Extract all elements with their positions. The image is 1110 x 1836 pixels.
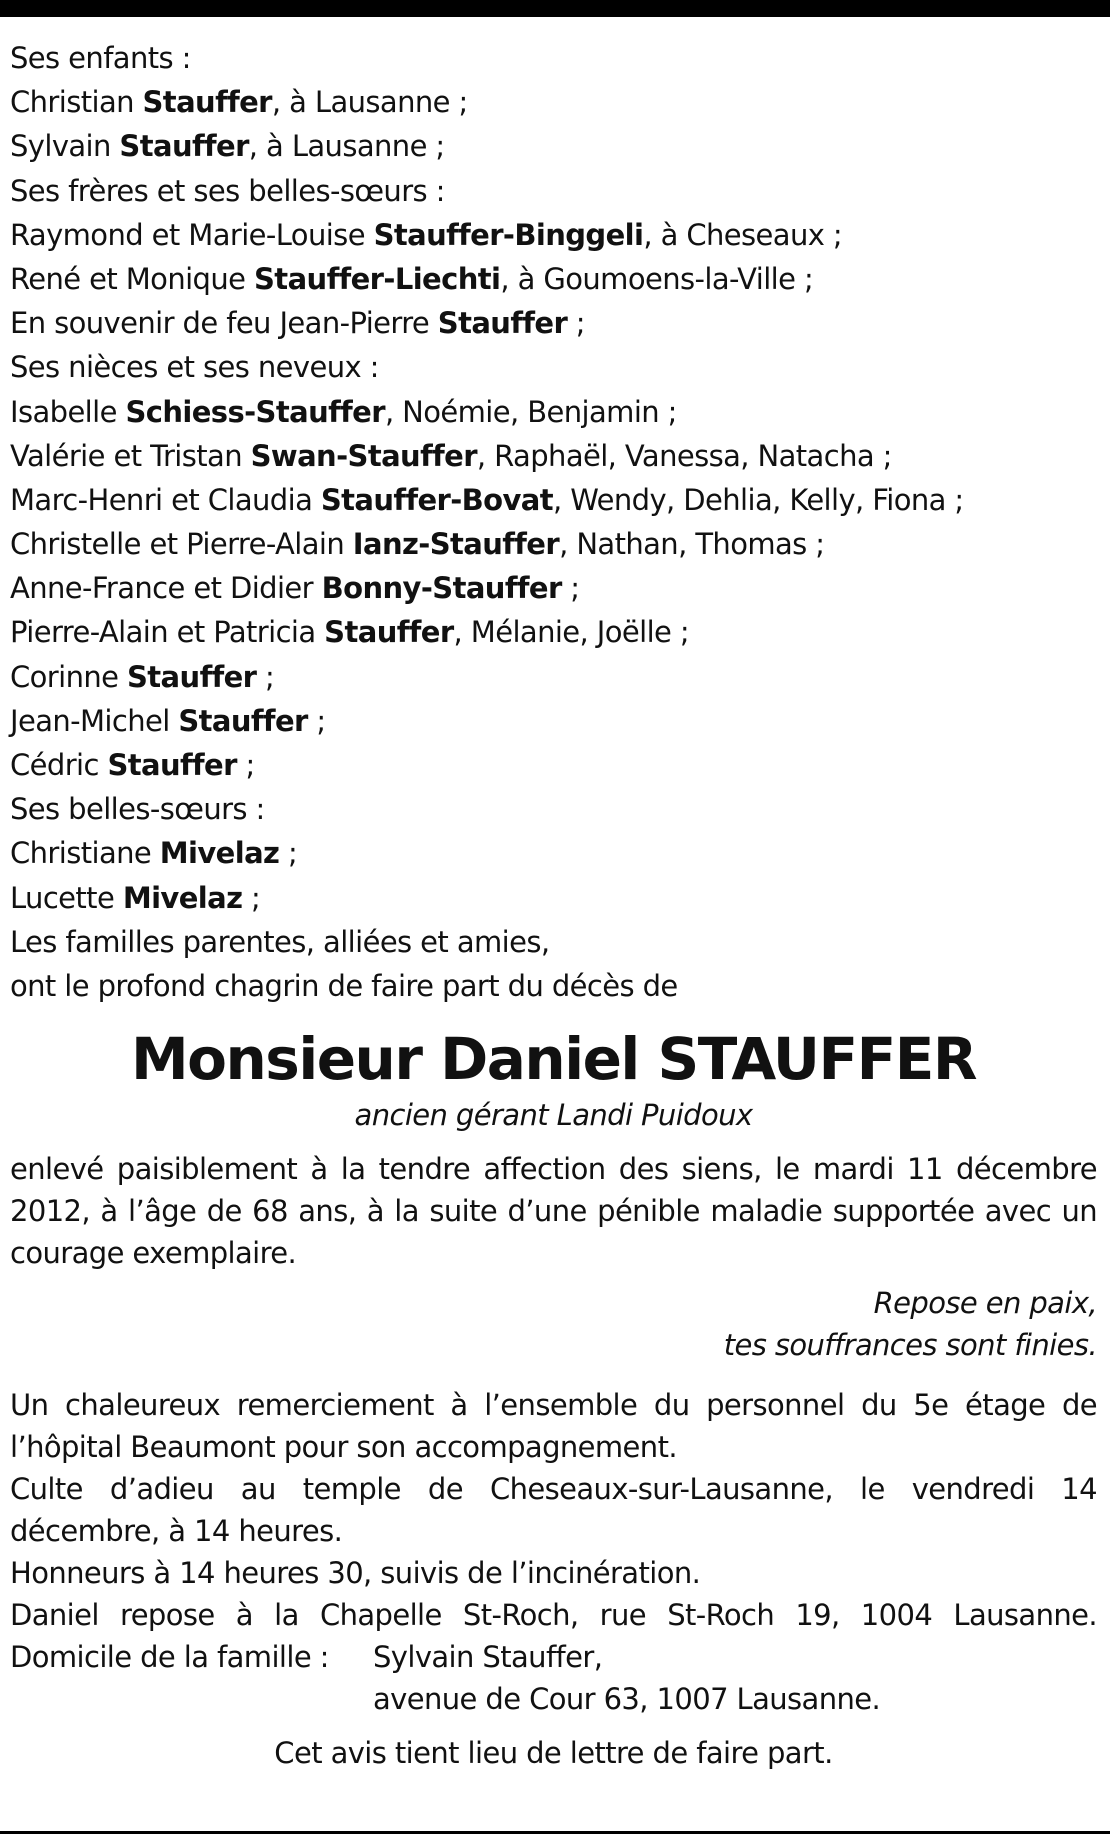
family-text: Ses nièces et ses neveux : bbox=[10, 350, 379, 385]
family-text: Christiane bbox=[10, 836, 160, 871]
family-text: Cédric bbox=[10, 748, 108, 782]
family-surname: Stauffer bbox=[142, 85, 272, 120]
rest-line: Daniel repose à la Chapelle St-Roch, rue St-Roch 19, 1004 Lausanne. bbox=[10, 1598, 1097, 1633]
family-text: Raymond et Marie-Louise bbox=[10, 217, 374, 252]
family-text: ; bbox=[567, 306, 585, 341]
family-text: ; bbox=[307, 703, 326, 738]
family-surname: Stauffer bbox=[107, 748, 237, 782]
announcement-paragraph: enlevé paisiblement à la tendre affection des siens, le mardi 11 décembre 2012, à l’âge de 68 ans, à la suite d’une pénible maladie supportée avec un courage exemplaire. bbox=[10, 1152, 1097, 1271]
obituary-notice bbox=[10, 36, 1097, 1774]
family-text: Pierre-Alain et Patricia bbox=[10, 615, 325, 650]
family-line bbox=[10, 831, 1097, 875]
family-line bbox=[10, 478, 1097, 522]
family-text: , Raphaël, Vanessa, Natacha ; bbox=[476, 438, 892, 473]
family-surname: Stauffer-Bovat bbox=[320, 482, 554, 517]
domicile-line-2: avenue de Cour 63, 1007 Lausanne. bbox=[373, 1682, 881, 1717]
family-text: , à Goumoens-la-Ville ; bbox=[500, 261, 814, 296]
bottom-rule bbox=[0, 1831, 1110, 1834]
family-line bbox=[10, 964, 1097, 1008]
family-line bbox=[10, 390, 1097, 434]
family-text: , à Cheseaux ; bbox=[643, 217, 843, 252]
family-text: En souvenir de feu Jean-Pierre bbox=[10, 306, 438, 341]
family-line bbox=[10, 655, 1097, 699]
family-line bbox=[10, 566, 1097, 610]
family-line bbox=[10, 169, 1097, 213]
family-text: Les familles parentes, alliées et amies, bbox=[10, 924, 550, 959]
family-text: , à Lausanne ; bbox=[271, 85, 468, 120]
family-surname: Stauffer bbox=[127, 659, 257, 694]
family-line bbox=[10, 787, 1097, 831]
family-text: ; bbox=[242, 880, 261, 915]
family-text: Jean-Michel bbox=[10, 703, 179, 738]
family-surname: Stauffer-Liechti bbox=[254, 261, 501, 296]
family-surname: Bonny-Stauffer bbox=[321, 571, 562, 606]
domicile-row bbox=[10, 1636, 1097, 1678]
family-surname: Stauffer bbox=[178, 703, 308, 738]
family-text: Valérie et Tristan bbox=[10, 438, 251, 473]
top-rule bbox=[0, 0, 1110, 17]
family-surname: Schiess-Stauffer bbox=[125, 394, 385, 429]
family-text: Christelle et Pierre-Alain bbox=[10, 527, 353, 562]
family-line bbox=[10, 522, 1097, 566]
family-text: Christian bbox=[10, 85, 143, 120]
domicile-line-1: Sylvain Stauffer, bbox=[373, 1640, 603, 1675]
family-surname: Ianz-Stauffer bbox=[352, 527, 560, 562]
family-line bbox=[10, 743, 1097, 787]
family-line bbox=[10, 699, 1097, 743]
family-text: Ses enfants : bbox=[10, 41, 191, 75]
family-surname: Stauffer bbox=[119, 129, 249, 164]
family-text: , à Lausanne ; bbox=[248, 129, 445, 164]
family-line bbox=[10, 920, 1097, 964]
family-line bbox=[10, 213, 1097, 257]
family-text: Marc-Henri et Claudia bbox=[10, 482, 321, 517]
domicile-label: Domicile de la famille : bbox=[10, 1640, 329, 1675]
family-surname: Stauffer bbox=[437, 306, 568, 341]
family-list bbox=[10, 36, 1097, 1008]
service-paragraph: Culte d’adieu au temple de Cheseaux-sur-Lausanne, le vendredi 14 décembre, à 14 heures. bbox=[10, 1472, 1097, 1549]
closing-line: Cet avis tient lieu de lettre de faire part. bbox=[274, 1736, 833, 1771]
family-line bbox=[10, 345, 1097, 389]
family-line bbox=[10, 80, 1097, 124]
family-text: ; bbox=[561, 571, 580, 606]
family-text: ; bbox=[236, 748, 255, 782]
family-text: Lucette bbox=[10, 880, 123, 915]
family-text: ; bbox=[256, 659, 275, 694]
poem-line-1: Repose en paix, bbox=[873, 1286, 1097, 1321]
family-text: Ses belles-sœurs : bbox=[10, 792, 265, 827]
family-line bbox=[10, 36, 1097, 80]
family-line bbox=[10, 876, 1097, 920]
family-text: Corinne bbox=[10, 659, 127, 694]
family-text: Anne-France et Didier bbox=[10, 571, 322, 606]
family-surname: Swan-Stauffer bbox=[250, 438, 477, 473]
family-line bbox=[10, 301, 1097, 345]
family-text: , Mélanie, Joëlle ; bbox=[453, 615, 690, 650]
thanks-paragraph: Un chaleureux remerciement à l’ensemble du personnel du 5e étage de l’hôpital Beaumont pour son accompagnement. bbox=[10, 1388, 1097, 1465]
family-line bbox=[10, 434, 1097, 478]
poem bbox=[10, 1282, 1097, 1366]
family-text: , Noémie, Benjamin ; bbox=[384, 394, 677, 429]
poem-line-2: tes souffrances sont finies. bbox=[723, 1328, 1097, 1363]
family-line bbox=[10, 124, 1097, 168]
family-surname: Stauffer bbox=[324, 615, 454, 650]
family-text: ; bbox=[279, 836, 298, 871]
deceased-role: ancien gérant Landi Puidoux bbox=[354, 1098, 753, 1133]
family-surname: Mivelaz bbox=[159, 836, 280, 871]
family-text: ont le profond chagrin de faire part du décès de bbox=[10, 968, 678, 1003]
family-line bbox=[10, 610, 1097, 654]
family-surname: Mivelaz bbox=[122, 880, 243, 915]
family-text: Ses frères et ses belles-sœurs : bbox=[10, 173, 445, 208]
honors-line: Honneurs à 14 heures 30, suivis de l’incinération. bbox=[10, 1556, 701, 1591]
family-surname: Stauffer-Binggeli bbox=[373, 217, 644, 252]
family-text: , Nathan, Thomas ; bbox=[559, 527, 825, 562]
family-text: Isabelle bbox=[10, 394, 126, 429]
family-text: , Wendy, Dehlia, Kelly, Fiona ; bbox=[553, 482, 964, 517]
family-line bbox=[10, 257, 1097, 301]
family-text: Sylvain bbox=[10, 129, 120, 164]
deceased-name: Monsieur Daniel STAUFFER bbox=[130, 1025, 977, 1094]
family-text: René et Monique bbox=[10, 261, 255, 296]
